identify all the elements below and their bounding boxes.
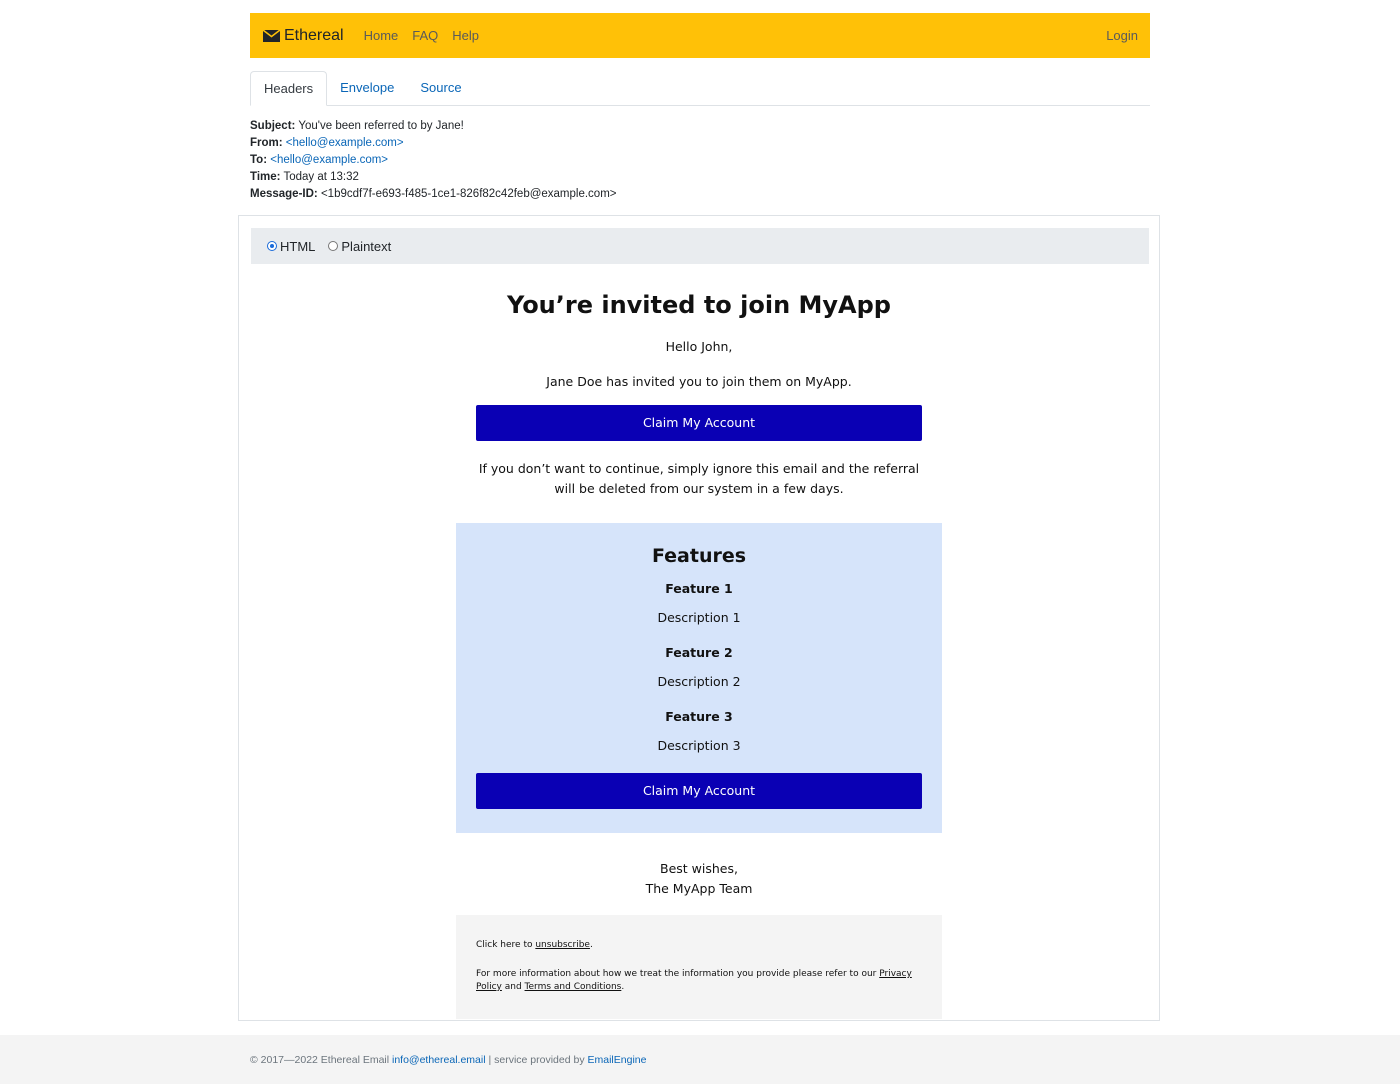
message-tabs	[250, 71, 1150, 106]
footer-copyright: © 2017—2022 Ethereal Email	[250, 1054, 392, 1066]
footer-separator: | service provided by	[485, 1054, 588, 1066]
subject-label: Subject:	[250, 120, 296, 132]
time-value: Today at 13:32	[283, 171, 359, 183]
privacy-prefix: For more information about how we treat the information you provide please refer to our	[476, 969, 880, 979]
email-invite-text: Jane Doe has invited you to join them on MyApp.	[546, 374, 852, 389]
plaintext-radio-label: Plaintext	[341, 238, 392, 254]
features-box	[456, 523, 942, 833]
time-row	[250, 169, 1150, 186]
nav-help-link[interactable]: Help	[452, 28, 480, 43]
envelope-icon	[263, 30, 280, 42]
claim-account-button-secondary[interactable]: Claim My Account	[476, 773, 922, 809]
brand-name: Ethereal	[284, 26, 344, 44]
privacy-suffix: .	[621, 982, 625, 992]
feature-description: Description 2	[657, 674, 741, 689]
to-row	[250, 152, 1150, 169]
tab-source[interactable]: Source	[420, 80, 462, 95]
email-signoff	[239, 859, 1159, 899]
unsubscribe-suffix: .	[589, 940, 593, 950]
privacy-policy-link[interactable]: Privacy Policy	[476, 969, 912, 992]
from-address-link[interactable]: <hello@example.com>	[285, 137, 404, 149]
terms-link[interactable]: Terms and Conditions	[524, 982, 622, 992]
unsubscribe-line	[476, 939, 922, 952]
nav-home-link[interactable]: Home	[363, 28, 399, 43]
feature-description: Description 1	[657, 610, 741, 625]
message-id-row	[250, 186, 1150, 203]
html-radio[interactable]	[267, 239, 315, 254]
message-preview-frame	[238, 215, 1160, 1021]
signoff-line-1: Best wishes,	[660, 861, 738, 876]
footer-text	[250, 1054, 646, 1066]
to-label: To:	[250, 154, 268, 166]
email-body	[239, 276, 1159, 1019]
feature-title: Feature 1	[665, 581, 733, 596]
email-greeting: Hello John,	[665, 339, 733, 354]
login-link[interactable]: Login	[1106, 28, 1138, 43]
from-row	[250, 135, 1150, 152]
feature-title: Feature 2	[665, 645, 733, 660]
footer-email-link[interactable]: info@ethereal.email	[392, 1054, 486, 1066]
brand[interactable]	[263, 27, 344, 45]
view-toggle-bar	[251, 228, 1149, 264]
message-id-value: <1b9cdf7f-e693-f485-1ce1-826f82c42feb@example.com>	[320, 188, 617, 200]
features-title: Features	[651, 545, 747, 567]
claim-account-button[interactable]: Claim My Account	[476, 405, 922, 441]
subject-row	[250, 118, 1150, 135]
privacy-line	[476, 968, 922, 994]
message-headers	[250, 118, 1150, 203]
from-label: From:	[250, 137, 283, 149]
feature-description: Description 3	[657, 738, 741, 753]
radio-unchecked-icon[interactable]	[328, 241, 338, 251]
feature-title: Feature 3	[665, 709, 733, 724]
to-address-link[interactable]: <hello@example.com>	[270, 154, 389, 166]
plaintext-radio[interactable]	[328, 239, 391, 254]
email-title: You’re invited to join MyApp	[507, 291, 891, 319]
radio-checked-icon[interactable]	[267, 241, 277, 251]
subject-value: You've been referred to by Jane!	[298, 120, 464, 132]
footer-provider-link[interactable]: EmailEngine	[587, 1054, 647, 1066]
signoff-line-2: The MyApp Team	[645, 881, 753, 896]
unsubscribe-prefix: Click here to	[476, 940, 536, 950]
top-navbar	[250, 13, 1150, 58]
unsubscribe-link[interactable]: unsubscribe	[535, 940, 590, 950]
nav-faq-link[interactable]: FAQ	[412, 28, 439, 43]
tab-headers[interactable]: Headers	[250, 71, 327, 106]
html-radio-label: HTML	[280, 238, 316, 254]
page-footer	[0, 1035, 1400, 1084]
tab-envelope[interactable]: Envelope	[340, 80, 395, 95]
email-footer	[456, 915, 942, 1019]
email-ignore-text: If you don’t want to continue, simply ignore this email and the referral will be deleted from our system in a few days.	[478, 461, 920, 496]
time-label: Time:	[250, 171, 281, 183]
message-id-label: Message-ID:	[250, 188, 318, 200]
privacy-and: and	[501, 982, 525, 992]
